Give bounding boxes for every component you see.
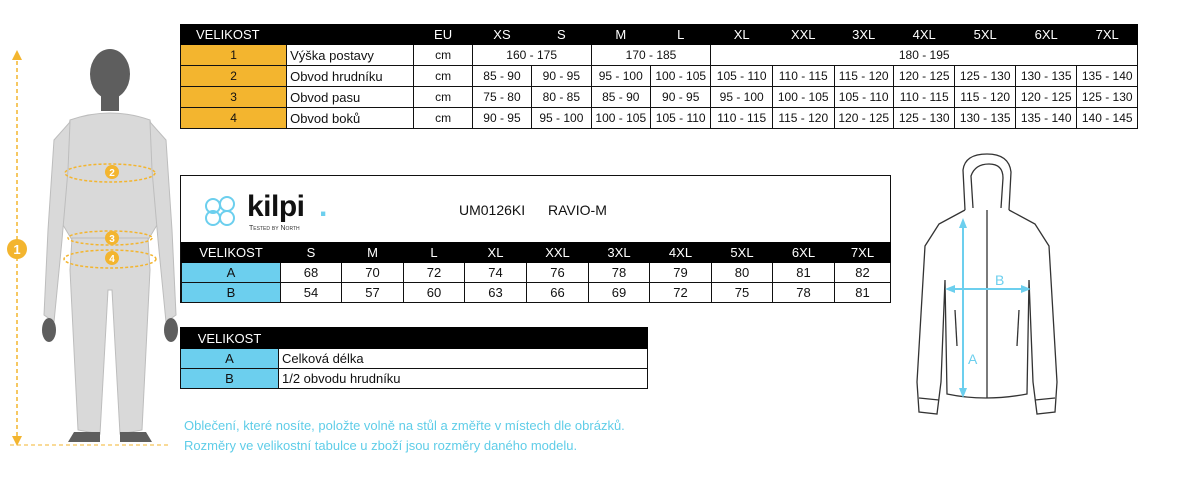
header-4xl: 4XL	[893, 25, 955, 45]
mannequin-legs	[70, 238, 150, 434]
header-l: L	[650, 25, 710, 45]
table-cell: 105 - 110	[650, 108, 710, 129]
table-row	[181, 87, 1138, 108]
row-label: Obvod pasu	[287, 87, 414, 108]
table-cell: 81	[835, 283, 891, 303]
table-cell: 74	[465, 263, 527, 283]
table-cell: 90 - 95	[472, 108, 531, 129]
measurement-legend-table	[180, 327, 648, 389]
table-cell: 115 - 120	[772, 108, 834, 129]
table-cell: 95 - 100	[591, 66, 650, 87]
row-key: B	[181, 369, 279, 389]
table-cell: 81	[773, 263, 835, 283]
header-6xl: 6XL	[773, 243, 835, 263]
header-3xl: 3XL	[589, 243, 650, 263]
table-cell: 140 - 145	[1077, 108, 1138, 129]
mannequin-right-hand	[164, 318, 178, 342]
table-cell: 54	[281, 283, 342, 303]
header-7xl: 7XL	[835, 243, 891, 263]
table-cell: 72	[650, 283, 712, 303]
table-cell: 110 - 115	[711, 108, 773, 129]
table-cell: 120 - 125	[1015, 87, 1077, 108]
header-velikost: VELIKOST	[181, 25, 287, 45]
jacket-cuff-left	[919, 398, 939, 400]
table-cell: 85 - 90	[472, 66, 531, 87]
table-cell: 135 - 140	[1015, 108, 1077, 129]
table-cell: 110 - 115	[772, 66, 834, 87]
table-cell: 90 - 95	[532, 66, 591, 87]
row-unit: cm	[414, 66, 472, 87]
row-label: Obvod boků	[287, 108, 414, 129]
row-label: Výška postavy	[287, 45, 414, 66]
table-cell: 78	[589, 263, 650, 283]
table-cell: 95 - 100	[711, 87, 773, 108]
row-number: 1	[181, 45, 287, 66]
table-cell: 66	[527, 283, 589, 303]
table-cell: 76	[527, 263, 589, 283]
table-cell: 85 - 90	[591, 87, 650, 108]
table-row	[181, 45, 1138, 66]
table-cell: 100 - 105	[650, 66, 710, 87]
instruction-note-2: Rozměry ve velikostní tabulce u zboží jsou rozměry daného modelu.	[184, 438, 578, 453]
instruction-note-1: Oblečení, které nosíte, položte volně na stůl a změřte v místech dle obrázků.	[184, 418, 625, 433]
table-row	[182, 263, 891, 283]
jacket-hood	[963, 154, 1011, 210]
table-cell: 75	[712, 283, 773, 303]
jacket-cuff-right	[1035, 398, 1055, 400]
table-cell: 78	[773, 283, 835, 303]
height-range-xl-7xl: 180 - 195	[711, 45, 1138, 66]
row-description: 1/2 obvodu hrudníku	[279, 369, 648, 389]
row-unit: cm	[414, 87, 472, 108]
table-cell: 72	[404, 263, 465, 283]
mannequin-feet	[68, 432, 152, 442]
header-eu: EU	[414, 25, 472, 45]
size-table-header	[181, 25, 1138, 45]
table-cell: 125 - 130	[893, 108, 955, 129]
header-xl: XL	[465, 243, 527, 263]
table-cell: 79	[650, 263, 712, 283]
table-cell: 80 - 85	[532, 87, 591, 108]
header-4xl: 4XL	[650, 243, 712, 263]
table-cell: 60	[404, 283, 465, 303]
header-5xl: 5XL	[712, 243, 773, 263]
jacket-pocket-right	[1017, 310, 1019, 346]
marker-2: 2	[109, 168, 115, 179]
row-key: B	[182, 283, 281, 303]
measure-a-label: A	[968, 351, 978, 367]
row-label: Obvod hrudníku	[287, 66, 414, 87]
header-blank	[287, 25, 414, 45]
table-cell: 125 - 130	[1077, 87, 1138, 108]
brand-name: kilpi	[247, 190, 305, 223]
row-description: Celková délka	[279, 349, 648, 369]
row-number: 4	[181, 108, 287, 129]
row-unit: cm	[414, 108, 472, 129]
table-cell: 105 - 110	[711, 66, 773, 87]
jacket-diagram	[905, 150, 1065, 425]
row-unit: cm	[414, 45, 472, 66]
model-code: UM0126KI	[459, 202, 526, 218]
table-cell: 125 - 130	[955, 66, 1015, 87]
table-row	[181, 66, 1138, 87]
jacket-pocket-left	[955, 310, 957, 346]
table-cell: 115 - 120	[955, 87, 1015, 108]
marker-4: 4	[109, 254, 115, 265]
row-key: A	[182, 263, 281, 283]
table-cell: 120 - 125	[893, 66, 955, 87]
table-cell: 135 - 140	[1077, 66, 1138, 87]
marker-3: 3	[109, 234, 115, 245]
table-cell: 95 - 100	[532, 108, 591, 129]
jacket-hood-inner	[971, 164, 1003, 208]
height-range-m-l: 170 - 185	[591, 45, 711, 66]
header-velikost: VELIKOST	[182, 243, 281, 263]
brand-logo	[201, 190, 341, 234]
header-velikost: VELIKOST	[181, 328, 279, 349]
height-arrow-top	[12, 50, 22, 60]
table-cell: 100 - 105	[591, 108, 650, 129]
table-cell: 90 - 95	[650, 87, 710, 108]
table-cell: 130 - 135	[1015, 66, 1077, 87]
header-xxl: XXL	[772, 25, 834, 45]
header-s: S	[281, 243, 342, 263]
height-range-xs-s: 160 - 175	[472, 45, 591, 66]
brand-dot: .	[319, 190, 328, 223]
row-number: 2	[181, 66, 287, 87]
mannequin-left-hand	[42, 318, 56, 342]
model-table-header	[182, 243, 891, 263]
table-cell: 57	[342, 283, 404, 303]
mannequin-neck	[101, 95, 119, 111]
model-card	[180, 175, 891, 303]
header-xxl: XXL	[527, 243, 589, 263]
header-m: M	[342, 243, 404, 263]
table-cell: 110 - 115	[893, 87, 955, 108]
table-row	[182, 283, 891, 303]
table-row	[181, 108, 1138, 129]
table-cell: 105 - 110	[834, 87, 893, 108]
header-s: S	[532, 25, 591, 45]
header-xl: XL	[711, 25, 773, 45]
header-xs: XS	[472, 25, 531, 45]
body-measurement-figure	[0, 40, 180, 460]
measure-a-arrow-top	[959, 218, 967, 228]
model-size-table	[181, 242, 891, 303]
header-6xl: 6XL	[1015, 25, 1077, 45]
table-cell: 130 - 135	[955, 108, 1015, 129]
table-row	[181, 369, 648, 389]
table-cell: 100 - 105	[772, 87, 834, 108]
measure-b-label: B	[995, 272, 1005, 288]
table-cell: 120 - 125	[834, 108, 893, 129]
brand-tagline: Tested by North	[249, 225, 300, 232]
table-cell: 115 - 120	[834, 66, 893, 87]
table-cell: 69	[589, 283, 650, 303]
table-cell: 82	[835, 263, 891, 283]
header-l: L	[404, 243, 465, 263]
legend-header	[181, 328, 648, 349]
table-cell: 68	[281, 263, 342, 283]
knot-icon	[201, 194, 243, 230]
size-table	[180, 24, 1138, 129]
mannequin-head	[90, 49, 130, 99]
measure-b-arrow-left	[945, 285, 955, 293]
header-7xl: 7XL	[1077, 25, 1138, 45]
header-5xl: 5XL	[955, 25, 1015, 45]
row-number: 3	[181, 87, 287, 108]
table-row	[181, 349, 648, 369]
model-name: RAVIO-M	[548, 202, 607, 218]
table-cell: 70	[342, 263, 404, 283]
header-3xl: 3XL	[834, 25, 893, 45]
header-blank	[279, 328, 648, 349]
table-cell: 80	[712, 263, 773, 283]
marker-1: 1	[13, 242, 21, 257]
table-cell: 75 - 80	[472, 87, 531, 108]
row-key: A	[181, 349, 279, 369]
table-cell: 63	[465, 283, 527, 303]
header-m: M	[591, 25, 650, 45]
